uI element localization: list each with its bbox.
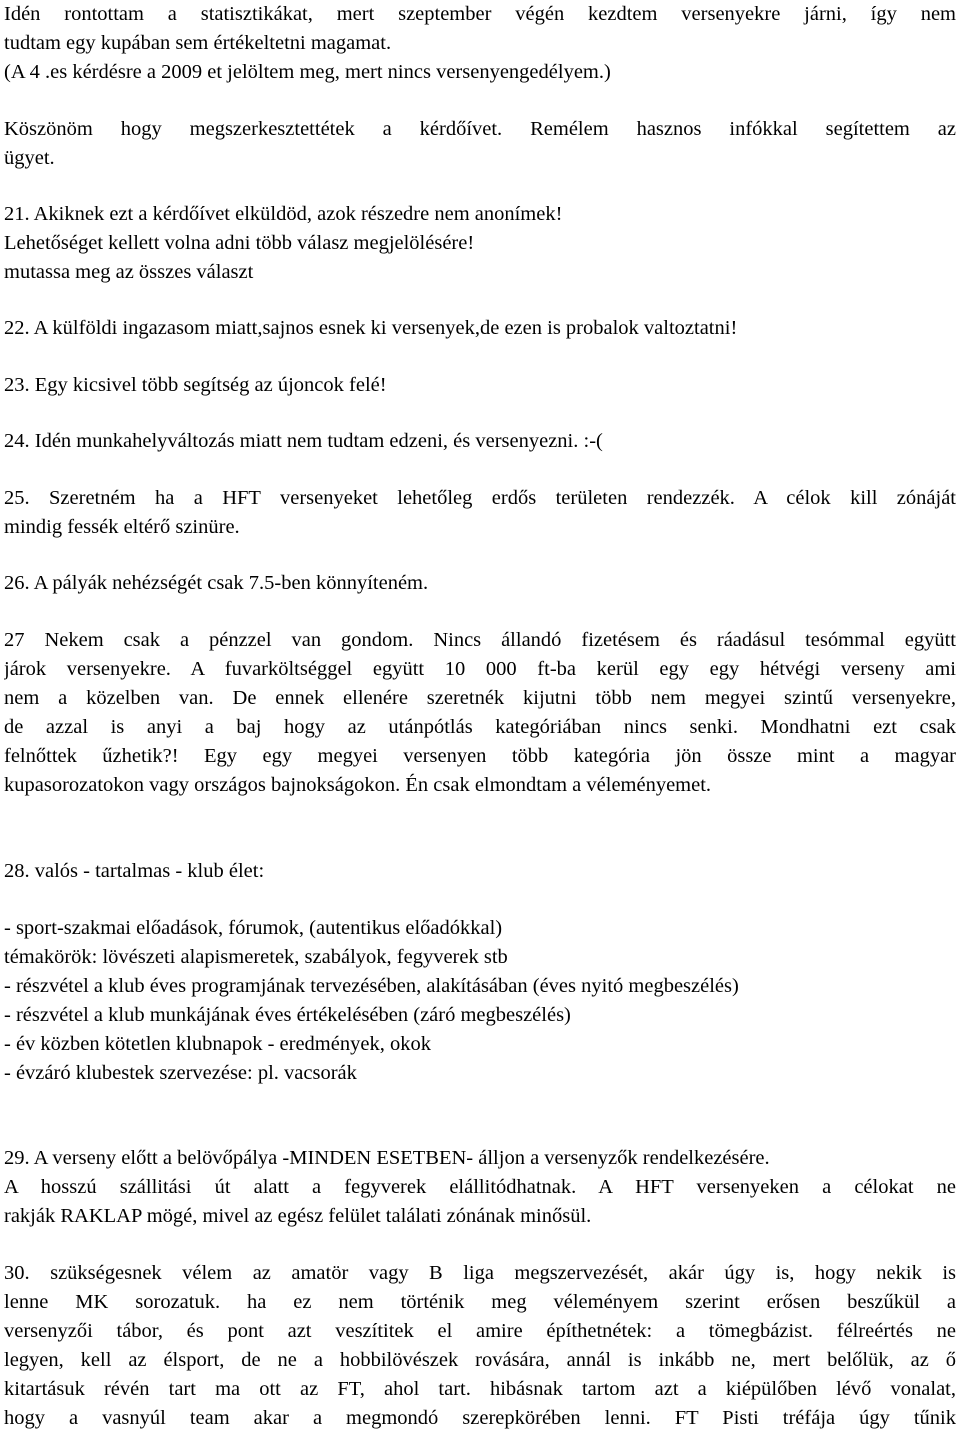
text-line: Köszönöm hogy megszerkesztettétek a kérdőívet. Remélem hasznos infókkal segítettem az — [4, 118, 956, 140]
text-line: kitartásuk révén tart ma ott az FT, ahol tart. hibásnak tartom azt a kiépülőben lévő vonalat, — [4, 1378, 956, 1400]
text-line: de azzal is anyi a baj hogy az utánpótlás kategóriában nincs senki. Mondhatni ezt csak — [4, 716, 956, 738]
text-line: kupasorozatokon vagy országos bajnokságokon. Én csak elmondtam a véleményemet. — [4, 774, 712, 796]
text-line: (A 4 .es kérdésre a 2009 et jelöltem meg, mert nincs versenyengedélyem.) — [4, 61, 611, 83]
text-line: A hosszú szállitási út alatt a fegyverek elállitódhatnak. A HFT versenyeken a célokat ne — [4, 1176, 956, 1198]
text-line: mindig fessék eltérő szinüre. — [4, 516, 240, 538]
text-line: témakörök: lövészeti alapismeretek, szabályok, fegyverek stb — [4, 946, 508, 968]
text-line: - részvétel a klub éves programjának tervezésében, alakításában (éves nyitó megbeszélés) — [4, 975, 739, 997]
text-line: tudtam egy kupában sem értékeltetni magamat. — [4, 32, 392, 54]
text-line: 24. Idén munkahelyváltozás miatt nem tudtam edzeni, és versenyezni. :-( — [4, 430, 603, 452]
text-line: 25. Szeretném ha a HFT versenyeket lehetőleg erdős területen rendezzék. A célok kill zónáját — [4, 487, 956, 509]
text-line: 26. A pályák nehézségét csak 7.5-ben könnyíteném. — [4, 572, 429, 594]
text-line: felnőttek űzhetik?! Egy egy megyei versenyen több kategória jön össze mint a magyar — [4, 745, 956, 767]
text-line: 30. szükségesnek vélem az amatör vagy B liga megszervezését, akár úgy is, hogy nekik is — [4, 1262, 956, 1284]
text-line: legyen, kell az élsport, de ne a hobbilövészek rovására, annál is inkább ne, mert belőlük, az ő — [4, 1349, 956, 1371]
text-line: 22. A külföldi ingazasom miatt,sajnos esnek ki versenyek,de ezen is probalok valtoztatni! — [4, 317, 738, 339]
text-line: - évzáró klubestek szervezése: pl. vacsorák — [4, 1062, 357, 1084]
text-line: nem a közelben van. De ennek ellenére szeretnék kijutni több nem megyei szintű versenyekre, — [4, 687, 956, 709]
text-line: járok versenyekre. A fuvarköltséggel együtt 10 000 ft-ba kerül egy egy hétvégi verseny ami — [4, 658, 956, 680]
text-line: 23. Egy kicsivel több segítség az újoncok felé! — [4, 374, 387, 396]
text-line: lenne MK sorozatuk. ha ez nem történik meg véleményem szerint erősen beszűkül a — [4, 1291, 956, 1313]
text-line: Lehetőséget kellett volna adni több válasz megjelölésére! — [4, 232, 475, 254]
text-line: - sport-szakmai előadások, fórumok, (autentikus előadókkal) — [4, 917, 503, 939]
text-line: 29. A verseny előtt a belövőpálya -MINDEN ESETBEN- álljon a versenyzők rendelkezésére. — [4, 1147, 770, 1169]
text-line: hogy a vasnyúl team akar a megmondó szerepkörében lenni. FT Pisti tréfája úgy tűnik — [4, 1407, 956, 1429]
text-line: - részvétel a klub munkájának éves értékelésében (záró megbeszélés) — [4, 1004, 571, 1026]
text-line: 28. valós - tartalmas - klub élet: — [4, 860, 265, 882]
text-line: versenyzői tábor, és pont azt veszítitek el amire építhetnétek: a tömegbázist. félreértés ne — [4, 1320, 956, 1342]
text-line: ügyet. — [4, 147, 55, 169]
text-line: 27 Nekem csak a pénzzel van gondom. Nincs állandó fizetésem és ráadásul tesómmal együtt — [4, 629, 956, 651]
text-line: Idén rontottam a statisztikákat, mert szeptember végén kezdtem versenyekre járni, így nem — [4, 3, 956, 25]
text-line: 21. Akiknek ezt a kérdőívet elküldöd, azok részedre nem anonímek! — [4, 203, 563, 225]
text-line: - év közben kötetlen klubnapok - eredmények, okok — [4, 1033, 431, 1055]
text-line: rakják RAKLAP mögé, mivel az egész felület találati zónának minősül. — [4, 1205, 592, 1227]
text-line: mutassa meg az összes választ — [4, 261, 254, 283]
